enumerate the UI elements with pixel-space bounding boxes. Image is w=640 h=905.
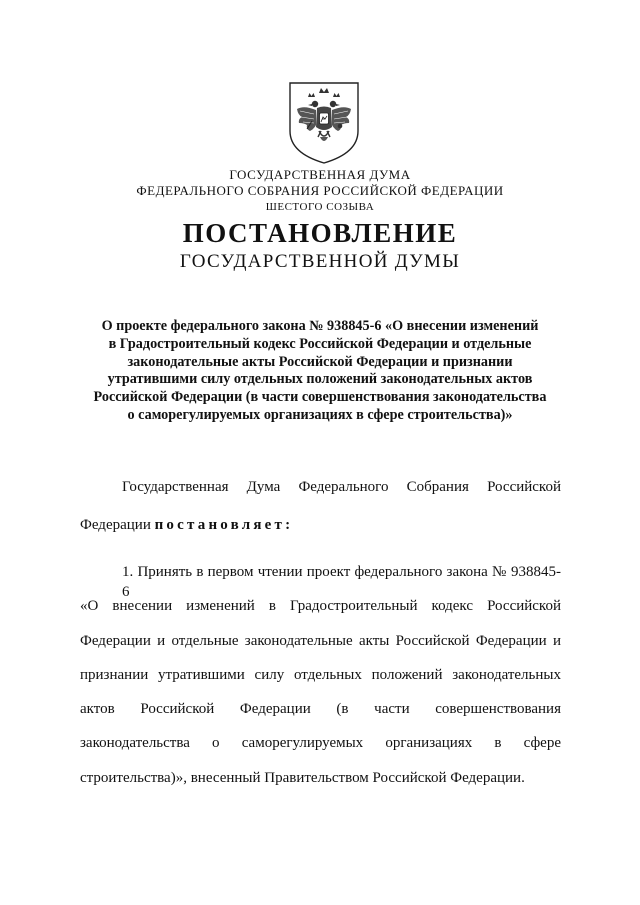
document-subject: [60, 318, 580, 425]
resolves-verb: постановляет:: [154, 517, 294, 533]
preamble-line: Государственная Дума Федерального Собрания Российской: [122, 479, 561, 495]
subject-line: Российской Федерации (в части совершенствования законодательства: [93, 389, 547, 406]
subject-line: законодательные акты Российской Федерации и признании: [127, 353, 513, 370]
item-1-line: «О внесении изменений в Градостроительный кодекс Российской: [80, 598, 561, 615]
preamble-prefix: Федерации: [80, 517, 155, 533]
convocation: ШЕСТОГО СОЗЫВА: [265, 201, 375, 213]
subject-line: О проекте федерального закона № 938845-6 «О внесении изменений: [101, 318, 539, 334]
item-1-line: Федерации и отдельные законодательные акты Российской Федерации и: [80, 632, 561, 649]
subject-line: в Градостроительный кодекс Российской Федерации и отдельные: [108, 335, 532, 352]
russian-coat-of-arms-icon: [284, 79, 364, 165]
item-1-line: актов Российской Федерации (в части совершенствования: [80, 701, 561, 718]
item-1-line: 1. Принять в первом чтении проект федерального закона № 938845-6: [122, 564, 561, 600]
preamble-paragraph: [80, 477, 561, 535]
preamble-line-2: [80, 515, 561, 535]
item-1-paragraph: [80, 562, 561, 802]
institution-line-2: ФЕДЕРАЛЬНОГО СОБРАНИЯ РОССИЙСКОЙ ФЕДЕРАЦИИ: [136, 183, 504, 198]
item-1-line: признании утратившими силу отдельных положений законодательных: [80, 666, 561, 683]
document-subtitle: ГОСУДАРСТВЕННОЙ ДУМЫ: [179, 251, 461, 272]
item-1-line: строительства)», внесенный Правительством Российской Федерации.: [80, 769, 525, 786]
subject-line: о саморегулируемых организациях в сфере строительства)»: [127, 406, 513, 423]
subject-line: утратившими силу отдельных положений законодательных актов: [107, 371, 533, 388]
item-1-line: законодательства о саморегулируемых организациях в сфере: [80, 735, 561, 752]
institution-line-1: ГОСУДАРСТВЕННАЯ ДУМА: [229, 167, 411, 182]
document-type-title: ПОСТАНОВЛЕНИЕ: [182, 218, 458, 248]
